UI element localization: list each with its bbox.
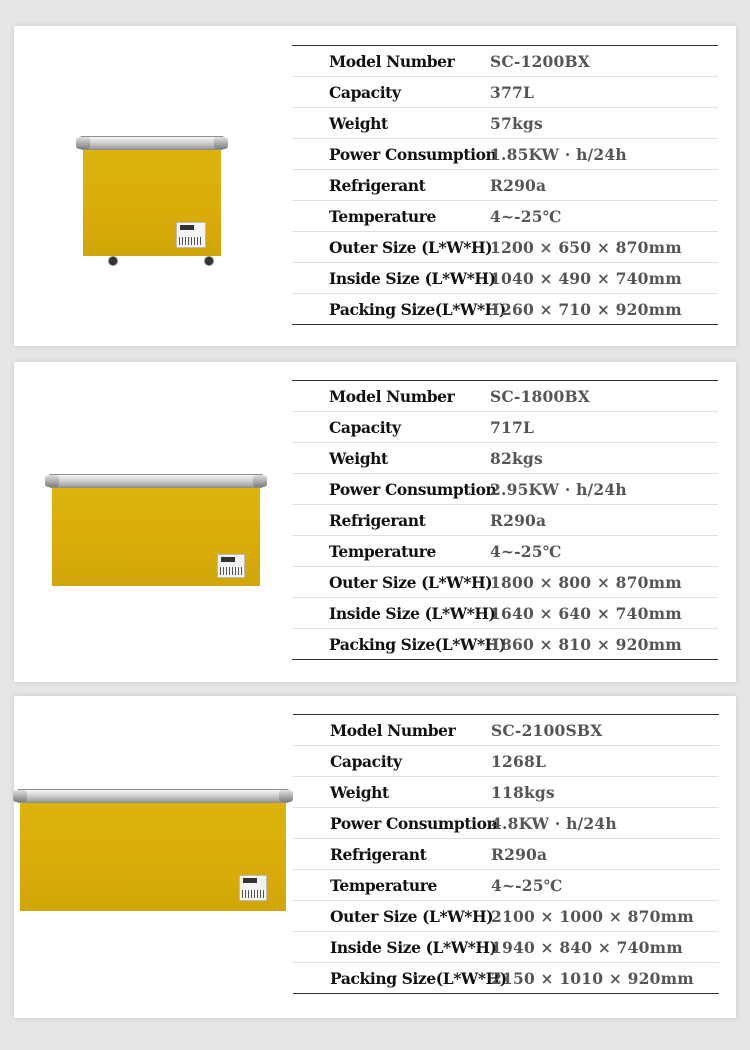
spec-value: 1800 × 800 × 870mm bbox=[490, 572, 682, 592]
spec-value: R290a bbox=[490, 510, 547, 530]
spec-value: 717L bbox=[490, 417, 535, 437]
spec-row bbox=[292, 170, 718, 201]
spec-label: Temperature bbox=[330, 875, 437, 895]
spec-row bbox=[292, 232, 718, 263]
spec-value: 1.85KW · h/24h bbox=[490, 144, 627, 164]
spec-value: 1260 × 710 × 920mm bbox=[490, 299, 682, 319]
product-card-sc-1200bx bbox=[14, 26, 736, 346]
product-card-sc-2100sbx bbox=[14, 696, 736, 1018]
spec-row bbox=[293, 746, 719, 777]
freezer-glass-lid bbox=[17, 789, 289, 803]
spec-value: 1040 × 490 × 740mm bbox=[490, 268, 682, 288]
spec-value: 1640 × 640 × 740mm bbox=[490, 603, 682, 623]
spec-value: R290a bbox=[490, 175, 547, 195]
spec-label: Capacity bbox=[330, 751, 402, 771]
spec-value: 4~-25℃ bbox=[490, 206, 562, 226]
spec-value: SC-1800BX bbox=[490, 386, 591, 406]
spec-label: Temperature bbox=[329, 541, 436, 561]
spec-row bbox=[293, 932, 719, 963]
spec-label: Weight bbox=[329, 448, 388, 468]
spec-row bbox=[292, 443, 718, 474]
spec-table bbox=[292, 45, 718, 325]
spec-value: SC-1200BX bbox=[490, 51, 591, 71]
spec-row bbox=[292, 294, 718, 324]
caster-wheel bbox=[108, 256, 118, 266]
freezer-image bbox=[17, 789, 289, 911]
spec-label: Inside Size (L*W*H) bbox=[330, 937, 497, 957]
spec-label: Outer Size (L*W*H) bbox=[329, 237, 493, 257]
freezer-image bbox=[80, 136, 224, 266]
spec-row bbox=[293, 901, 719, 932]
spec-label: Model Number bbox=[329, 51, 455, 71]
spec-label: Outer Size (L*W*H) bbox=[330, 906, 494, 926]
spec-label: Inside Size (L*W*H) bbox=[329, 268, 496, 288]
spec-label: Power Consumption bbox=[329, 479, 497, 499]
spec-row bbox=[293, 963, 719, 993]
spec-label: Model Number bbox=[330, 720, 456, 740]
spec-row bbox=[292, 598, 718, 629]
spec-label: Model Number bbox=[329, 386, 455, 406]
spec-label: Temperature bbox=[329, 206, 436, 226]
control-panel bbox=[217, 554, 245, 578]
spec-value: 4~-25℃ bbox=[491, 875, 563, 895]
spec-label: Power Consumption bbox=[329, 144, 497, 164]
spec-label: Power Consumption bbox=[330, 813, 498, 833]
spec-value: 2100 × 1000 × 870mm bbox=[491, 906, 694, 926]
spec-row bbox=[292, 567, 718, 598]
spec-value: 1940 × 840 × 740mm bbox=[491, 937, 683, 957]
freezer-glass-lid bbox=[80, 136, 224, 150]
spec-value: R290a bbox=[491, 844, 548, 864]
spec-row bbox=[292, 201, 718, 232]
freezer-glass-lid bbox=[49, 474, 263, 488]
product-card-sc-1800bx bbox=[14, 362, 736, 682]
spec-row bbox=[292, 108, 718, 139]
spec-row bbox=[292, 46, 718, 77]
spec-table bbox=[292, 380, 718, 660]
caster-wheel bbox=[204, 256, 214, 266]
spec-label: Inside Size (L*W*H) bbox=[329, 603, 496, 623]
spec-value: 4.8KW · h/24h bbox=[491, 813, 617, 833]
spec-row bbox=[292, 412, 718, 443]
spec-label: Capacity bbox=[329, 82, 401, 102]
spec-row bbox=[293, 808, 719, 839]
spec-row bbox=[292, 381, 718, 412]
spec-value: 1200 × 650 × 870mm bbox=[490, 237, 682, 257]
spec-value: 2.95KW · h/24h bbox=[490, 479, 627, 499]
control-panel bbox=[176, 222, 206, 248]
spec-label: Packing Size(L*W*H) bbox=[329, 634, 506, 654]
spec-value: 1860 × 810 × 920mm bbox=[490, 634, 682, 654]
spec-row bbox=[292, 139, 718, 170]
freezer-image bbox=[49, 474, 263, 586]
spec-label: Outer Size (L*W*H) bbox=[329, 572, 493, 592]
spec-table bbox=[293, 714, 719, 994]
spec-value: 118kgs bbox=[491, 782, 555, 802]
spec-value: 4~-25℃ bbox=[490, 541, 562, 561]
spec-row bbox=[292, 536, 718, 567]
spec-value: SC-2100SBX bbox=[491, 720, 603, 740]
spec-value: 377L bbox=[490, 82, 535, 102]
spec-value: 2150 × 1010 × 920mm bbox=[491, 968, 694, 988]
control-panel bbox=[239, 875, 267, 901]
spec-row bbox=[292, 505, 718, 536]
spec-row bbox=[293, 715, 719, 746]
spec-row bbox=[293, 870, 719, 901]
spec-label: Weight bbox=[330, 782, 389, 802]
spec-row bbox=[293, 777, 719, 808]
spec-label: Packing Size(L*W*H) bbox=[329, 299, 506, 319]
spec-value: 57kgs bbox=[490, 113, 543, 133]
spec-value: 1268L bbox=[491, 751, 547, 771]
spec-label: Refrigerant bbox=[329, 510, 426, 530]
spec-row bbox=[293, 839, 719, 870]
spec-label: Capacity bbox=[329, 417, 401, 437]
spec-value: 82kgs bbox=[490, 448, 543, 468]
spec-row bbox=[292, 629, 718, 659]
spec-label: Refrigerant bbox=[330, 844, 427, 864]
spec-row bbox=[292, 263, 718, 294]
spec-label: Refrigerant bbox=[329, 175, 426, 195]
spec-label: Weight bbox=[329, 113, 388, 133]
spec-row bbox=[292, 474, 718, 505]
spec-row bbox=[292, 77, 718, 108]
spec-label: Packing Size(L*W*H) bbox=[330, 968, 507, 988]
